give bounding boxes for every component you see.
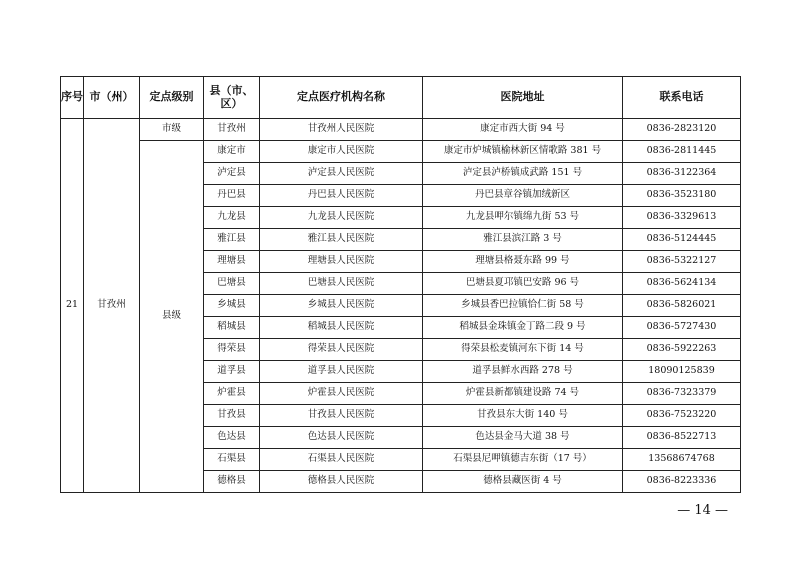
county-cell: 巴塘县 [204, 273, 260, 295]
address-cell: 理塘县格聂东路 99 号 [423, 251, 623, 273]
phone-cell: 0836-8522713 [623, 427, 741, 449]
hospital-name-cell: 稻城县人民医院 [260, 317, 423, 339]
county-cell: 康定市 [204, 141, 260, 163]
header-row [61, 77, 741, 119]
address-cell: 巴塘县夏邛镇巴安路 96 号 [423, 273, 623, 295]
level-cell: 市级 [140, 119, 204, 141]
phone-cell: 0836-3523180 [623, 185, 741, 207]
hospital-name-cell: 色达县人民医院 [260, 427, 423, 449]
county-cell: 炉霍县 [204, 383, 260, 405]
phone-cell: 13568674768 [623, 449, 741, 471]
county-cell: 德格县 [204, 471, 260, 493]
hospital-name-cell: 炉霍县人民医院 [260, 383, 423, 405]
seq-cell: 21 [61, 119, 84, 493]
phone-cell: 0836-5727430 [623, 317, 741, 339]
county-cell: 稻城县 [204, 317, 260, 339]
county-cell: 九龙县 [204, 207, 260, 229]
hospital-name-cell: 泸定县人民医院 [260, 163, 423, 185]
county-cell: 甘孜州 [204, 119, 260, 141]
phone-cell: 0836-7323379 [623, 383, 741, 405]
header-city: 市（州） [84, 77, 140, 119]
header-name: 定点医疗机构名称 [260, 77, 423, 119]
level-cell: 县级 [140, 141, 204, 493]
hospital-name-cell: 石渠县人民医院 [260, 449, 423, 471]
header-seq: 序号 [61, 77, 84, 119]
phone-cell: 0836-2811445 [623, 141, 741, 163]
address-cell: 乡城县香巴拉镇恰仁街 58 号 [423, 295, 623, 317]
county-cell: 理塘县 [204, 251, 260, 273]
county-cell: 雅江县 [204, 229, 260, 251]
address-cell: 德格县藏医街 4 号 [423, 471, 623, 493]
hospital-name-cell: 甘孜县人民医院 [260, 405, 423, 427]
phone-cell: 0836-5922263 [623, 339, 741, 361]
address-cell: 炉霍县新都镇建设路 74 号 [423, 383, 623, 405]
phone-cell: 0836-3329613 [623, 207, 741, 229]
header-phone: 联系电话 [623, 77, 741, 119]
phone-cell: 0836-5124445 [623, 229, 741, 251]
address-cell: 甘孜县东大街 140 号 [423, 405, 623, 427]
address-cell: 稻城县金珠镇金丁路二段 9 号 [423, 317, 623, 339]
address-cell: 康定市西大街 94 号 [423, 119, 623, 141]
header-address: 医院地址 [423, 77, 623, 119]
phone-cell: 0836-8223336 [623, 471, 741, 493]
address-cell: 石渠县尼呷镇德吉东街（17 号） [423, 449, 623, 471]
hospital-name-cell: 丹巴县人民医院 [260, 185, 423, 207]
address-cell: 丹巴县章谷镇加绒新区 [423, 185, 623, 207]
phone-cell: 0836-3122364 [623, 163, 741, 185]
hospital-name-cell: 德格县人民医院 [260, 471, 423, 493]
hospital-name-cell: 巴塘县人民医院 [260, 273, 423, 295]
table-row [61, 141, 741, 163]
hospital-name-cell: 得荣县人民医院 [260, 339, 423, 361]
table-body [61, 119, 741, 493]
city-cell: 甘孜州 [84, 119, 140, 493]
county-cell: 乡城县 [204, 295, 260, 317]
county-cell: 得荣县 [204, 339, 260, 361]
phone-cell: 0836-5826021 [623, 295, 741, 317]
hospital-name-cell: 雅江县人民医院 [260, 229, 423, 251]
county-cell: 色达县 [204, 427, 260, 449]
hospital-name-cell: 乡城县人民医院 [260, 295, 423, 317]
phone-cell: 0836-5322127 [623, 251, 741, 273]
address-cell: 道孚县鲜水西路 278 号 [423, 361, 623, 383]
address-cell: 泸定县泸桥镇成武路 151 号 [423, 163, 623, 185]
county-cell: 泸定县 [204, 163, 260, 185]
phone-cell: 0836-5624134 [623, 273, 741, 295]
header-county: 县（市、区） [204, 77, 260, 119]
address-cell: 得荣县松麦镇河东下街 14 号 [423, 339, 623, 361]
phone-cell: 0836-7523220 [623, 405, 741, 427]
address-cell: 康定市炉城镇榆林新区情歌路 381 号 [423, 141, 623, 163]
page-number: — 14 — [677, 503, 728, 518]
header-level: 定点级别 [140, 77, 204, 119]
phone-cell: 0836-2823120 [623, 119, 741, 141]
hospital-name-cell: 道孚县人民医院 [260, 361, 423, 383]
address-cell: 色达县金马大道 38 号 [423, 427, 623, 449]
county-cell: 石渠县 [204, 449, 260, 471]
hospital-name-cell: 理塘县人民医院 [260, 251, 423, 273]
county-cell: 丹巴县 [204, 185, 260, 207]
county-cell: 甘孜县 [204, 405, 260, 427]
hospital-name-cell: 九龙县人民医院 [260, 207, 423, 229]
address-cell: 九龙县呷尔镇绵九街 53 号 [423, 207, 623, 229]
phone-cell: 18090125839 [623, 361, 741, 383]
hospital-name-cell: 康定市人民医院 [260, 141, 423, 163]
address-cell: 雅江县滨江路 3 号 [423, 229, 623, 251]
hospital-name-cell: 甘孜州人民医院 [260, 119, 423, 141]
hospital-table [60, 76, 741, 493]
county-cell: 道孚县 [204, 361, 260, 383]
table-row [61, 119, 741, 141]
